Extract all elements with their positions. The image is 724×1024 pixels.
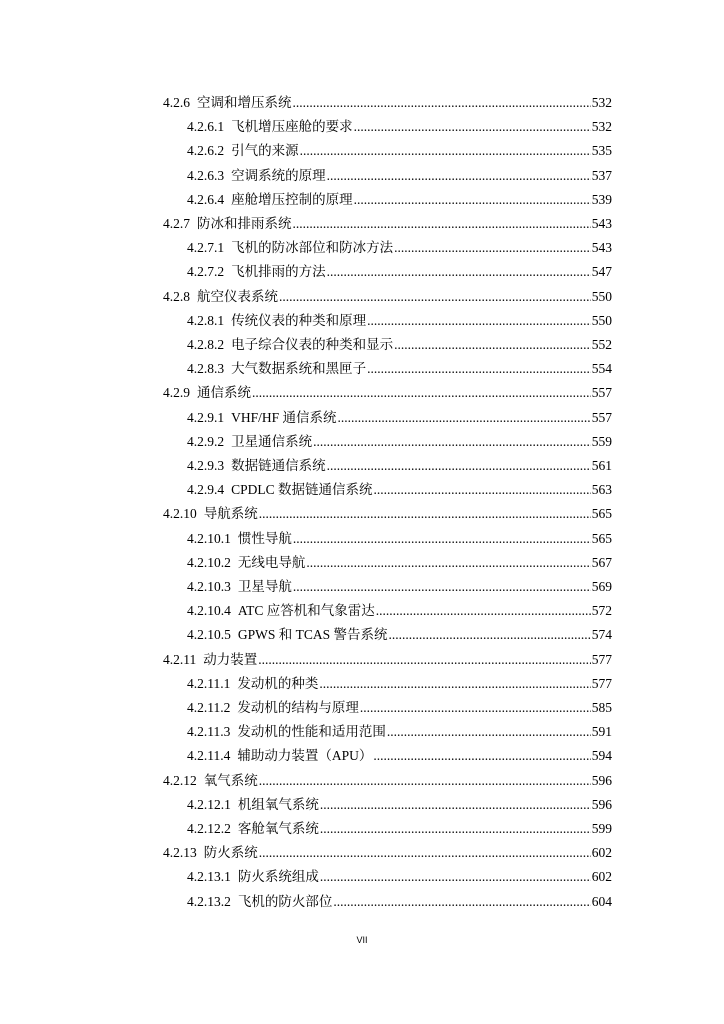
dot-leader xyxy=(313,432,591,452)
dot-leader xyxy=(387,722,591,742)
toc-entry-page: 539 xyxy=(591,191,612,207)
dot-leader xyxy=(394,335,591,355)
toc-entry-number: 4.2.12.2 xyxy=(187,821,231,836)
dot-leader xyxy=(320,819,591,839)
toc-entry-number: 4.2.11.1 xyxy=(187,675,231,691)
toc-entry-number: 4.2.10.5 xyxy=(187,627,231,643)
toc-entry-number: 4.2.7.1 xyxy=(187,240,225,256)
toc-entry-title: 飞机的防火部位 xyxy=(237,893,333,909)
toc-entry-title: 传统仪表的种类和原理 xyxy=(231,312,367,328)
toc-entry-page: 561 xyxy=(591,458,612,473)
toc-entry[interactable] xyxy=(187,166,612,186)
toc-entry-title: 卫星导航 xyxy=(237,579,292,594)
dot-leader xyxy=(306,553,590,573)
toc-entry-number: 4.2.9.2 xyxy=(187,433,225,449)
toc-entry[interactable] xyxy=(187,819,612,839)
toc-entry-title: 防火系统组成 xyxy=(237,869,319,885)
toc-entry-number: 4.2.11.2 xyxy=(187,700,231,715)
toc-entry-number: 4.2.13 xyxy=(163,845,197,861)
toc-entry-title: 卫星通信系统 xyxy=(231,433,313,449)
toc-entry[interactable] xyxy=(187,335,612,355)
toc-entry-number: 4.2.11 xyxy=(163,651,197,667)
toc-entry-page: 569 xyxy=(591,579,612,594)
toc-entry-page: 602 xyxy=(591,869,612,885)
toc-entry-title: 引气的来源 xyxy=(231,143,299,159)
toc-entry-number: 4.2.10.1 xyxy=(187,530,231,546)
dot-leader xyxy=(327,456,591,476)
toc-entry-number: 4.2.10.3 xyxy=(187,579,231,594)
toc-entry[interactable] xyxy=(187,577,612,597)
toc-entry-page: 577 xyxy=(591,651,612,667)
toc-entry-page: 565 xyxy=(591,530,612,546)
toc-entry-number: 4.2.10.2 xyxy=(187,554,231,570)
toc-entry[interactable] xyxy=(187,311,612,331)
dot-leader xyxy=(367,359,591,379)
toc-entry-number: 4.2.9 xyxy=(163,385,190,401)
toc-entry-number: 4.2.8 xyxy=(163,288,190,304)
toc-entry[interactable] xyxy=(187,408,612,428)
toc-entry-page: 565 xyxy=(591,506,612,522)
dot-leader xyxy=(320,867,591,887)
toc-entry-title: 空调系统的原理 xyxy=(231,167,326,183)
toc-entry-page: 596 xyxy=(591,796,612,812)
toc-entry-page: 550 xyxy=(591,288,612,304)
toc-entry-title: 客舱氧气系统 xyxy=(237,821,319,836)
dot-leader xyxy=(354,190,591,210)
dot-leader xyxy=(354,117,591,137)
toc-entry-title: 通信系统 xyxy=(197,385,251,401)
toc-entry-title: 发动机的种类 xyxy=(237,675,319,691)
dot-leader xyxy=(259,843,591,863)
toc-entry[interactable] xyxy=(187,117,612,137)
toc-entry-number: 4.2.8.1 xyxy=(187,312,225,328)
toc-entry[interactable] xyxy=(163,383,612,403)
toc-entry-title: 航空仪表系统 xyxy=(197,288,278,304)
toc-entry-title: 飞机的防冰部位和防冰方法 xyxy=(231,240,394,256)
dot-leader xyxy=(374,480,591,500)
toc-entry[interactable] xyxy=(187,141,612,161)
dot-leader xyxy=(360,698,591,718)
dot-leader xyxy=(258,650,591,670)
toc-entry-page: 567 xyxy=(591,554,612,570)
dot-leader xyxy=(394,238,591,258)
toc-entry[interactable] xyxy=(187,674,612,694)
toc-entry[interactable] xyxy=(163,214,612,234)
dot-leader xyxy=(367,311,591,331)
dot-leader xyxy=(389,625,591,645)
toc-entry[interactable] xyxy=(163,771,612,791)
toc-entry-number: 4.2.12 xyxy=(163,772,197,788)
toc-entry-number: 4.2.12.1 xyxy=(187,796,231,812)
toc-entry-title: 惯性导航 xyxy=(237,530,292,546)
toc-entry-title: 辅助动力装置（APU） xyxy=(237,748,373,764)
toc-entry-number: 4.2.13.2 xyxy=(187,893,231,909)
toc-entry-title: 动力装置 xyxy=(203,651,258,667)
toc-entry[interactable] xyxy=(187,892,612,912)
dot-leader xyxy=(338,408,591,428)
dot-leader xyxy=(293,214,591,234)
toc-entry[interactable] xyxy=(187,359,612,379)
toc-entry-page: 557 xyxy=(591,385,612,401)
toc-entry-page: 602 xyxy=(591,845,612,861)
toc-entry-page: 543 xyxy=(591,216,612,231)
toc-entry-number: 4.2.6.4 xyxy=(187,191,225,207)
toc-entry-title: 数据链通信系统 xyxy=(231,458,326,473)
toc-entry-number: 4.2.9.3 xyxy=(187,458,225,473)
toc-entry-number: 4.2.8.3 xyxy=(187,361,225,377)
toc-entry[interactable] xyxy=(187,722,612,742)
toc-entry-page: 577 xyxy=(591,675,612,691)
toc-entry-number: 4.2.6.1 xyxy=(187,119,225,135)
toc-entry-number: 4.2.8.2 xyxy=(187,337,225,352)
toc-entry-title: 空调和增压系统 xyxy=(197,95,292,110)
dot-leader xyxy=(327,166,591,186)
toc-entry-page: 547 xyxy=(591,264,612,280)
dot-leader xyxy=(327,262,591,282)
dot-leader xyxy=(319,674,590,694)
toc-entry-number: 4.2.13.1 xyxy=(187,869,231,885)
toc-entry-page: 559 xyxy=(591,433,612,449)
toc-entry-number: 4.2.7.2 xyxy=(187,264,225,280)
toc-entry-page: 563 xyxy=(591,482,612,498)
toc-entry-title: 无线电导航 xyxy=(237,554,306,570)
toc-entry-page: 594 xyxy=(591,748,612,764)
toc-entry-page: 574 xyxy=(591,627,612,643)
toc-entry-number: 4.2.9.1 xyxy=(187,409,225,425)
dot-leader xyxy=(373,746,590,766)
toc-entry[interactable] xyxy=(187,867,612,887)
dot-leader xyxy=(279,287,591,307)
toc-entry-title: 发动机的结构与原理 xyxy=(237,700,359,715)
toc-entry[interactable] xyxy=(187,746,612,766)
toc-entry-number: 4.2.9.4 xyxy=(187,482,225,498)
toc-entry-page: 554 xyxy=(591,361,612,377)
toc-entry-page: 591 xyxy=(591,724,612,740)
toc-entry-number: 4.2.10.4 xyxy=(187,603,231,619)
toc-entry-page: 585 xyxy=(591,700,612,715)
toc-entry-title: GPWS 和 TCAS 警告系统 xyxy=(237,627,388,643)
toc-entry[interactable] xyxy=(163,93,612,113)
toc-entry[interactable] xyxy=(187,625,612,645)
toc-entry-title: 氧气系统 xyxy=(203,772,258,788)
toc-entry-title: 防冰和排雨系统 xyxy=(197,216,292,231)
toc-entry-page: 599 xyxy=(591,821,612,836)
toc-entry-page: 537 xyxy=(591,167,612,183)
toc-entry-number: 4.2.11.3 xyxy=(187,724,231,740)
toc-entry[interactable] xyxy=(187,553,612,573)
toc-entry[interactable] xyxy=(187,238,612,258)
toc-entry-title: 导航系统 xyxy=(203,506,258,522)
toc-entry-title: 飞机排雨的方法 xyxy=(231,264,326,280)
dot-leader xyxy=(320,795,591,815)
dot-leader xyxy=(259,504,591,524)
toc-entry-title: 发动机的性能和适用范围 xyxy=(237,724,386,740)
toc-entry-title: 电子综合仪表的种类和显示 xyxy=(231,337,394,352)
toc-entry-page: 535 xyxy=(591,143,612,159)
toc-entry-number: 4.2.10 xyxy=(163,506,197,522)
toc-entry-page: 596 xyxy=(591,772,612,788)
toc-entry[interactable] xyxy=(163,504,612,524)
toc-entry-title: 飞机增压座舱的要求 xyxy=(231,119,353,135)
dot-leader xyxy=(252,383,591,403)
toc-entry-number: 4.2.7 xyxy=(163,216,190,231)
toc-entry[interactable] xyxy=(187,480,612,500)
toc-entry-page: 552 xyxy=(591,337,612,352)
toc-entry-title: 防火系统 xyxy=(203,845,258,861)
toc-entry-number: 4.2.6.3 xyxy=(187,167,225,183)
dot-leader xyxy=(300,141,591,161)
dot-leader xyxy=(376,601,591,621)
toc-entry-number: 4.2.6.2 xyxy=(187,143,225,159)
toc-entry[interactable] xyxy=(187,432,612,452)
toc-entry[interactable] xyxy=(187,529,612,549)
toc-entry[interactable] xyxy=(187,190,612,210)
toc-entry-title: ATC 应答机和气象雷达 xyxy=(237,603,375,619)
dot-leader xyxy=(259,771,591,791)
toc-entry[interactable] xyxy=(187,262,612,282)
toc-entry-title: 座舱增压控制的原理 xyxy=(231,191,353,207)
toc-entry-title: VHF/HF 通信系统 xyxy=(231,409,337,425)
toc-entry[interactable] xyxy=(187,601,612,621)
dot-leader xyxy=(293,577,591,597)
toc-entry-page: 532 xyxy=(591,119,612,135)
toc-entry-title: CPDLC 数据链通信系统 xyxy=(231,482,373,498)
toc-entry-page: 572 xyxy=(591,603,612,619)
dot-leader xyxy=(293,93,591,113)
toc-entry-page: 532 xyxy=(591,95,612,110)
toc-entry[interactable] xyxy=(187,698,612,718)
toc-entry-title: 机组氧气系统 xyxy=(237,796,319,812)
dot-leader xyxy=(333,892,590,912)
toc-entry-number: 4.2.6 xyxy=(163,95,190,110)
toc-entry-page: 543 xyxy=(591,240,612,256)
toc-entry-page: 557 xyxy=(591,409,612,425)
toc-entry[interactable] xyxy=(187,456,612,476)
toc-entry-title: 大气数据系统和黑匣子 xyxy=(231,361,367,377)
toc-entry[interactable] xyxy=(163,287,612,307)
toc-entry[interactable] xyxy=(187,795,612,815)
toc-entry-page: 550 xyxy=(591,312,612,328)
toc-entry-page: 604 xyxy=(591,893,612,909)
toc-entry[interactable] xyxy=(163,650,612,670)
page-number-footer: VII xyxy=(356,935,368,945)
toc-entry[interactable] xyxy=(163,843,612,863)
toc-entry-number: 4.2.11.4 xyxy=(187,748,231,764)
dot-leader xyxy=(293,529,591,549)
